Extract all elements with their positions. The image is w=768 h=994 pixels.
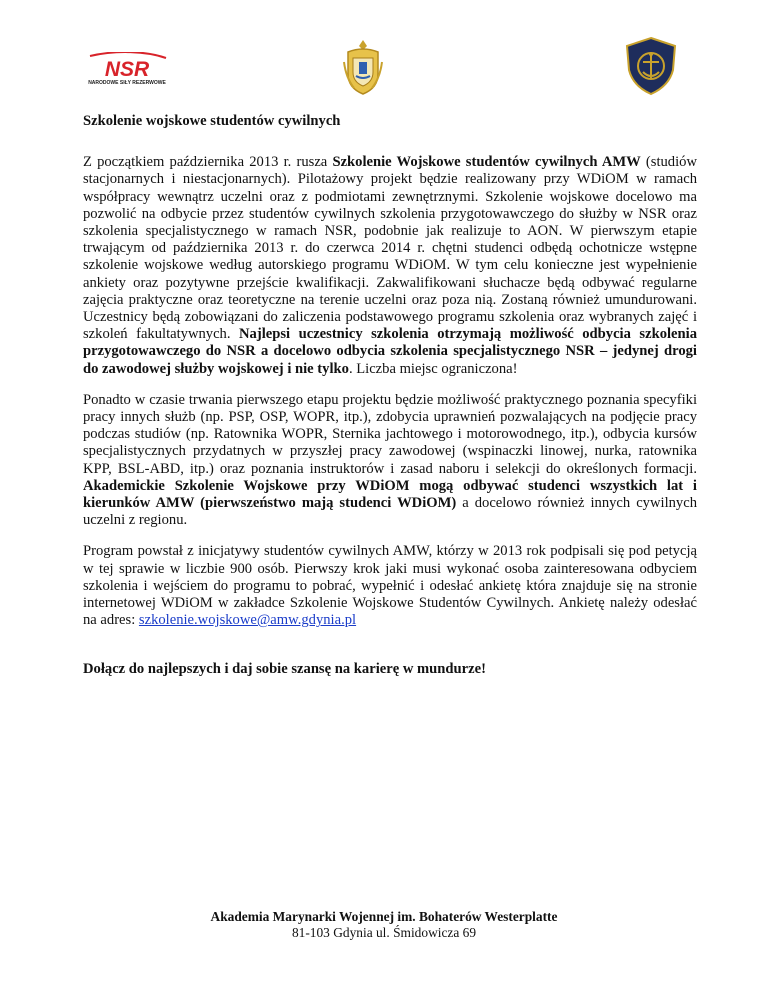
navy-emblem: [621, 36, 681, 96]
p1-text-1: Z początkiem października 2013 r. rusza: [83, 154, 333, 171]
nsr-logo-icon: [86, 52, 168, 86]
p2-bold-eligibility: Akademickie Szkolenie Wojskowe przy WDiOM mogą odbywać studenci wszystkich lat i kierunków AMW (pierwszeństwo mają studenci WDiOM): [83, 477, 697, 512]
document-body: [83, 113, 697, 679]
call-to-action: Dołącz do najlepszych i daj sobie szansę na karierę w mundurze!: [83, 661, 486, 678]
academy-crest: [342, 38, 384, 96]
p3-text-1: Program powstał z inicjatywy studentów cywilnych AMW, którzy w 2013 rok podpisali się pod petycją w tej sprawie w liczbie 900 osób. Pierwszy krok jaki musi wykonać osoba zainteresowana odbyciem szkolenia i wejściem do programu to pobrać, wypełnić i odesłać ankietę która znajduje się na stronie internetowej WDiOM w zakładce Szkolenie Wojskowe Studentów Cywilnych. Ankietę należy odesłać na adres:: [83, 543, 697, 629]
nsr-logo: [86, 52, 168, 86]
paragraph-origin: [83, 543, 697, 629]
p1-bold-program-name: Szkolenie Wojskowe studentów cywilnych AMW: [332, 154, 641, 171]
paragraph-additional: [83, 392, 697, 530]
footer-address: 81-103 Gdynia ul. Śmidowicza 69: [291, 925, 477, 940]
p1-text-2: (studiów stacjonarnych i niestacjonarnych). Pilotażowy projekt będzie realizowany przy WDiOM w ramach współpracy wewnątrz uczelni oraz z podmiotami zewnętrznymi. Szkolenie wojskowe docelowo ma pozwolić na odbycie przez studentów cywilnych szkolenia przygotowawczego do służby w NSR oraz szkolenia specjalistycznego w ramach NSR, podobnie jak realizuje to AON. W pierwszym etapie trwającym od października 2013 r. do czerwca 2014 r. chętni studenci odbędą ochotnicze wstępne szkolenie wojskowe według autorskiego programu WDiOM. W tym celu konieczne jest wypełnienie ankiety oraz pozytywne przejście kwalifikacji. Zakwalifikowani słuchacze będą odbywać regularne zajęcia praktyczne oraz teoretyczne na terenie uczelni oraz poza nią. Zostaną również umundurowani. Uczestnicy będą zobowiązani do zaliczenia podstawowego programu szkolenia oraz wybranych zajęć i szkoleń fakultatywnych.: [83, 154, 697, 343]
p1-bold-best-participants: Najlepsi uczestnicy szkolenia otrzymają możliwość odbycia szkolenia przygotowawczego do NSR a docelowo odbycia szkolenia specjalistycznego NSR – jedynej drogi do zawodowej służby wojskowej i nie tylko: [83, 326, 697, 377]
navy-emblem-icon: [621, 36, 681, 96]
nsr-logo-text: NSR: [104, 58, 150, 81]
footer: [0, 909, 768, 941]
document-title: Szkolenie wojskowe studentów cywilnych: [83, 113, 341, 129]
email-link[interactable]: szkolenie.wojskowe@amw.gdynia.pl: [138, 612, 357, 629]
nsr-logo-subtext: NARODOWE SIŁY REZERWOWE: [88, 80, 166, 86]
paragraph-intro: [83, 154, 697, 378]
footer-institution: Akademia Marynarki Wojennej im. Bohaterów Westerplatte: [210, 909, 558, 924]
p2-text-2: a docelowo również innych cywilnych uczelni z regionu.: [83, 495, 697, 529]
p1-text-3: . Liczba miejsc ograniczona!: [348, 360, 518, 377]
akademia-crest-icon: [342, 38, 384, 96]
p2-text-1: Ponadto w czasie trwania pierwszego etapu projektu będzie możliwość praktycznego poznania specyfiki pracy innych służb (np. PSP, OSP, WOPR, itp.), zdobycia uprawnień pozwalających na podjęcie pracy podczas studiów (np. Ratownika WOPR, Sternika jachtowego i motorowodnego, itp.), odbycia kursów specjalistycznych przydatnych w przyszłej pracy zawodowej (wspinaczki linowej, nurka, ratownika KPP, BSL-ABD, itp.) oraz poznania instruktorów i zasad naboru i selekcji do określonych formacji.: [83, 391, 697, 477]
